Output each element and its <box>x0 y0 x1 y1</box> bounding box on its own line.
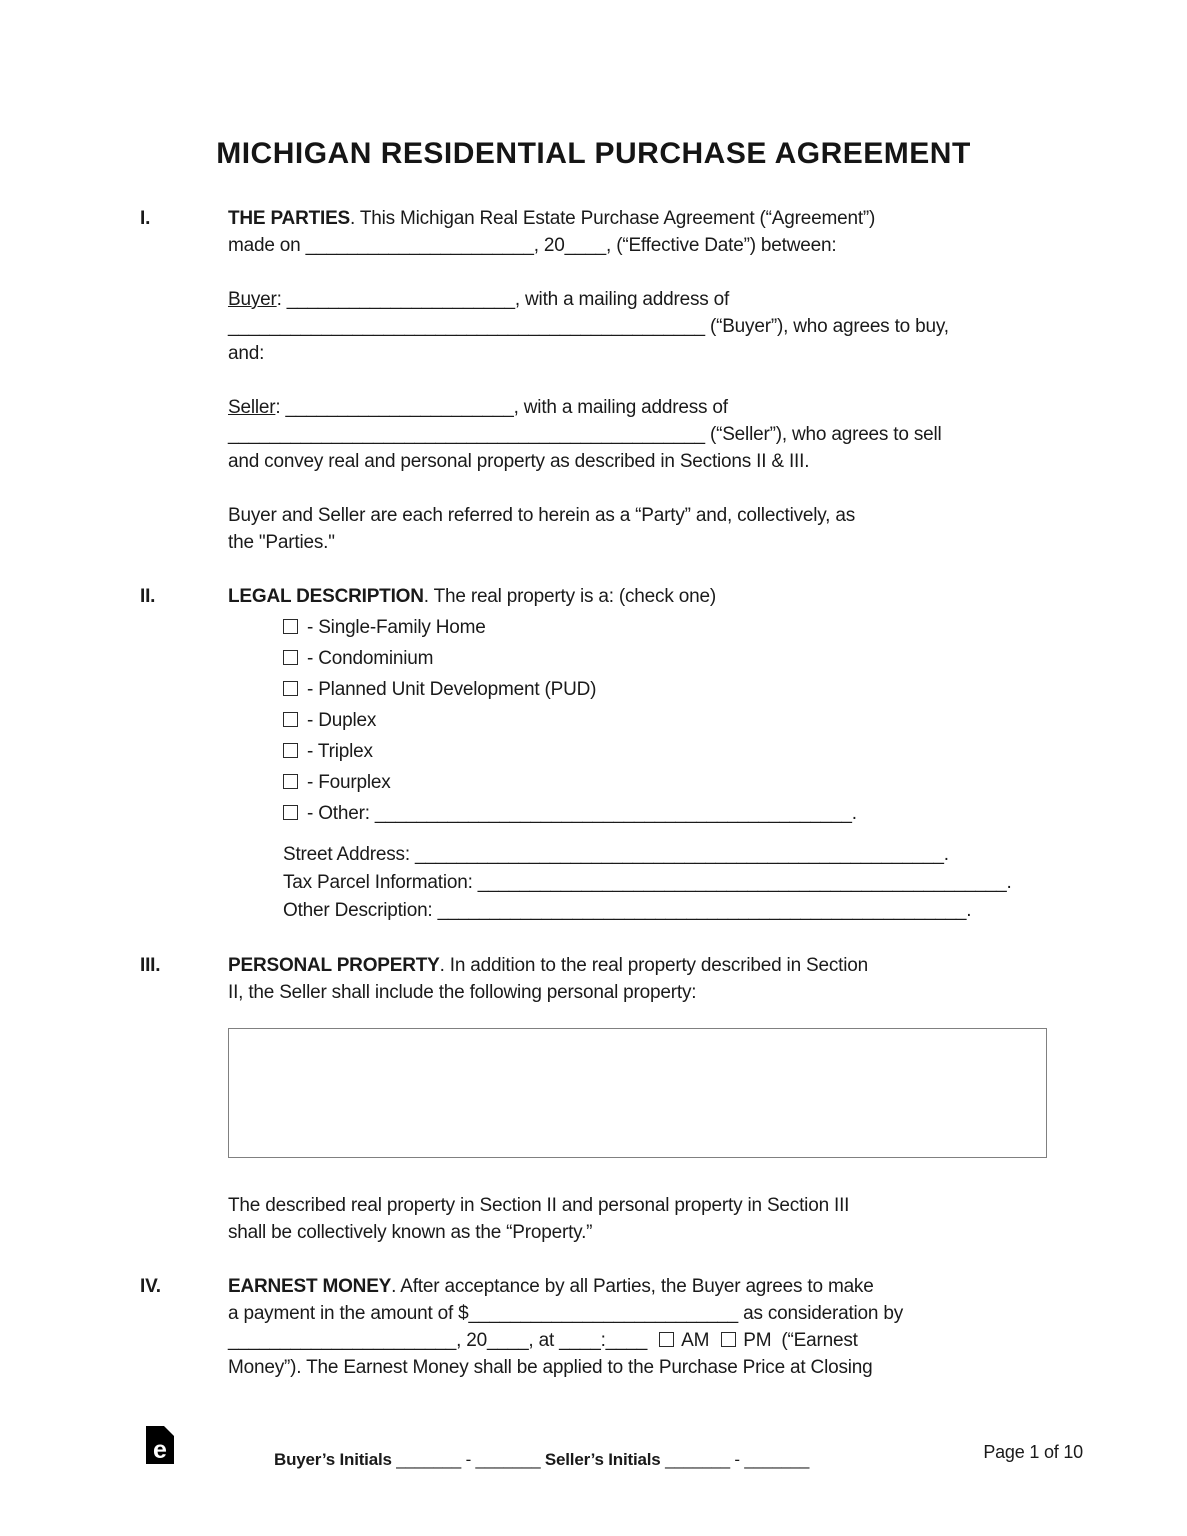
initials-line <box>274 1448 809 1472</box>
legal-intro-line <box>228 583 1047 610</box>
option-duplex <box>283 707 1047 734</box>
property-definition-paragraph <box>228 1192 1047 1246</box>
sellers-initials-label: Seller’s Initials <box>544 1450 661 1469</box>
folded-corner-icon <box>164 1426 174 1436</box>
property-type-options <box>283 614 1047 827</box>
seller-label: Seller <box>228 397 276 418</box>
collective-line2: the "Parties." <box>228 532 335 553</box>
section-number-iii: III. <box>140 955 161 976</box>
seller-name-blank: : ______________________, with a mailing address of <box>275 397 728 418</box>
seller-line1 <box>228 394 1047 421</box>
earnest-date-time-blanks: ______________________, 20____, at ____:____ <box>228 1330 648 1351</box>
earnest-line1 <box>228 1273 1047 1300</box>
legal-intro-rest: . The real property is a: (check one) <box>423 586 716 607</box>
option-single-family-home-label: - Single-Family Home <box>307 617 486 638</box>
sellers-initials-blanks: _______ - _______ <box>665 1450 810 1469</box>
section-personal-property <box>140 952 1047 1246</box>
buyers-initials-label: Buyer’s Initials <box>274 1450 392 1469</box>
section-earnest-money <box>140 1273 1047 1381</box>
parties-intro-paragraph <box>228 205 1047 259</box>
checkbox-single-family-home[interactable] <box>283 619 298 634</box>
checkbox-pud[interactable] <box>283 681 298 696</box>
checkbox-duplex[interactable] <box>283 712 298 727</box>
collective-paragraph <box>228 502 1047 556</box>
buyer-line1 <box>228 286 1047 313</box>
collective-line1: Buyer and Seller are each referred to herein as a “Party” and, collectively, as <box>228 505 855 526</box>
personal-intro-rest: . In addition to the real property described in Section <box>439 955 869 976</box>
option-other <box>283 800 1047 827</box>
option-fourplex <box>283 769 1047 796</box>
street-address-line: Street Address: ___________________________________________________. <box>283 844 949 865</box>
buyer-paragraph <box>228 286 1047 367</box>
eforms-logo-letter: e <box>153 1436 167 1464</box>
option-triplex <box>283 738 1047 765</box>
checkbox-pm[interactable] <box>721 1332 736 1347</box>
document-title: MICHIGAN RESIDENTIAL PURCHASE AGREEMENT <box>216 137 971 170</box>
checkbox-fourplex[interactable] <box>283 774 298 789</box>
buyer-name-blank: : ______________________, with a mailing address of <box>276 289 730 310</box>
section-number-ii: II. <box>140 586 156 607</box>
option-condominium-label: - Condominium <box>307 648 434 669</box>
checkbox-other[interactable] <box>283 805 298 820</box>
parties-intro-line2: made on ______________________, 20____, (“Effective Date”) between: <box>228 235 837 256</box>
checkbox-am[interactable] <box>659 1332 674 1347</box>
buyer-label: Buyer <box>228 289 277 310</box>
earnest-line4: Money”). The Earnest Money shall be applied to the Purchase Price at Closing <box>228 1357 873 1378</box>
earnest-heading: EARNEST MONEY <box>228 1276 392 1297</box>
property-definition-line1: The described real property in Section II and personal property in Section III <box>228 1195 850 1216</box>
earnest-quote-open: (“Earnest <box>781 1330 858 1351</box>
seller-line3: and convey real and personal property as described in Sections II & III. <box>228 451 810 472</box>
am-label: AM <box>681 1330 710 1351</box>
tax-parcel-line: Tax Parcel Information: ___________________________________________________. <box>283 872 1012 893</box>
checkbox-triplex[interactable] <box>283 743 298 758</box>
personal-intro-line1 <box>228 952 1047 979</box>
pm-label: PM <box>743 1330 772 1351</box>
section-number-i: I. <box>140 208 151 229</box>
checkbox-condominium[interactable] <box>283 650 298 665</box>
section-number-iv: IV. <box>140 1276 161 1297</box>
personal-intro-paragraph <box>228 952 1047 1006</box>
option-pud <box>283 676 1047 703</box>
property-definition-line2: shall be collectively known as the “Property.” <box>228 1222 593 1243</box>
option-fourplex-label: - Fourplex <box>307 772 391 793</box>
earnest-line3 <box>228 1327 1047 1354</box>
other-description-line: Other Description: ___________________________________________________. <box>283 900 972 921</box>
personal-heading: PERSONAL PROPERTY <box>228 955 440 976</box>
section-the-parties <box>140 205 1047 556</box>
buyer-line2: ______________________________________________ (“Buyer”), who agrees to buy, <box>228 316 949 337</box>
option-triplex-label: - Triplex <box>307 741 373 762</box>
earnest-intro-rest: . After acceptance by all Parties, the Buyer agrees to make <box>391 1276 874 1297</box>
parties-intro-rest: . This Michigan Real Estate Purchase Agreement (“Agreement”) <box>350 208 876 229</box>
earnest-line2: a payment in the amount of $__________________________ as consideration by <box>228 1303 904 1324</box>
seller-paragraph <box>228 394 1047 475</box>
property-address-block <box>283 841 1047 925</box>
eforms-logo <box>146 1426 174 1464</box>
section-legal-description <box>140 583 1047 925</box>
personal-property-input-box[interactable] <box>228 1028 1047 1158</box>
parties-intro-line1 <box>228 205 1047 232</box>
option-duplex-label: - Duplex <box>307 710 377 731</box>
option-single-family-home <box>283 614 1047 641</box>
personal-intro-line2: II, the Seller shall include the following personal property: <box>228 982 697 1003</box>
page-number: Page 1 of 10 <box>983 1442 1083 1462</box>
option-other-label: - Other: ______________________________________________. <box>307 803 857 824</box>
option-condominium <box>283 645 1047 672</box>
legal-heading: LEGAL DESCRIPTION <box>228 586 424 607</box>
buyers-initials-blanks: _______ - _______ <box>396 1450 541 1469</box>
buyer-line3: and: <box>228 343 265 364</box>
seller-line2: ______________________________________________ (“Seller”), who agrees to sell <box>228 424 942 445</box>
option-pud-label: - Planned Unit Development (PUD) <box>307 679 597 700</box>
parties-heading: THE PARTIES <box>228 208 351 229</box>
